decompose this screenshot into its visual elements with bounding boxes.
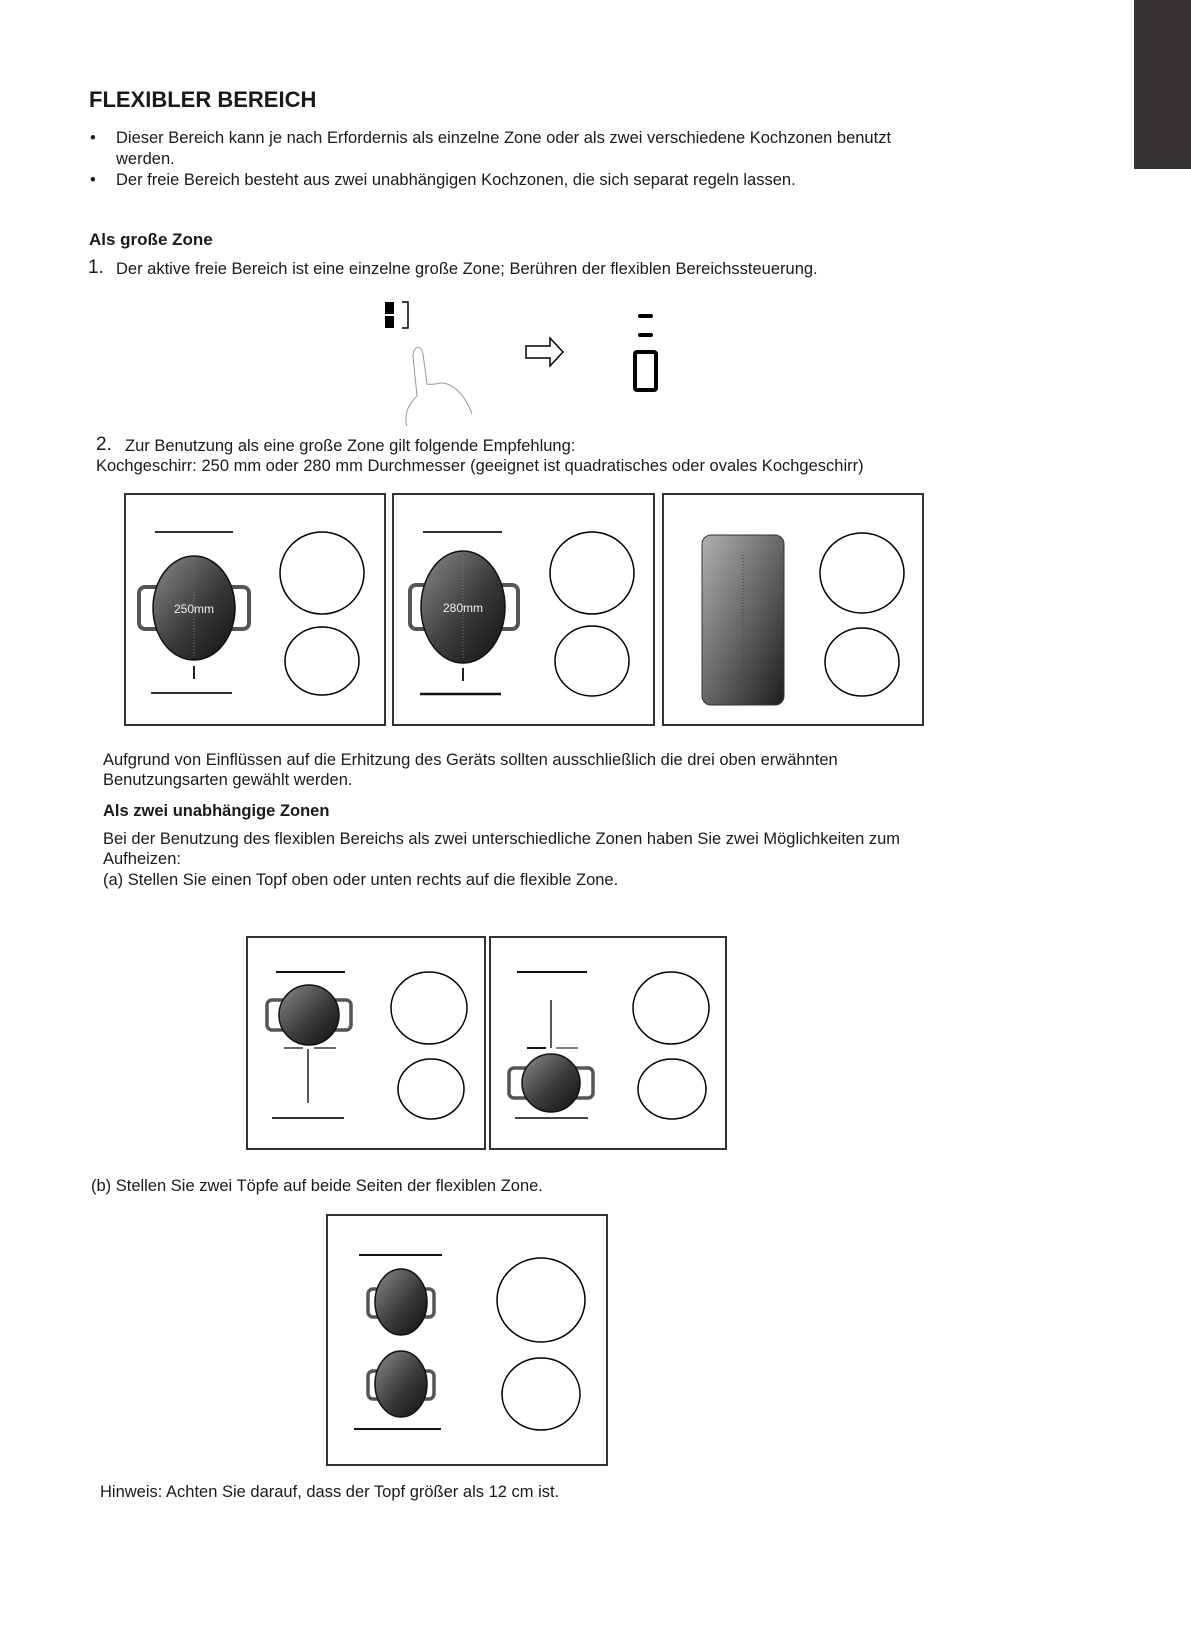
step-text: Der aktive freie Bereich ist eine einzelne große Zone; Berühren der flexiblen Bereichssteuerung.: [116, 260, 818, 278]
option-a-text: (a) Stellen Sie einen Topf oben oder unten rechts auf die flexible Zone.: [103, 871, 619, 889]
page-title: FLEXIBLER BEREICH: [89, 87, 317, 112]
bullet-text: Dieser Bereich kann je nach Erfordernis als einzelne Zone oder als zwei verschiedene Kochzonen benutzt: [116, 129, 892, 147]
step-number: 2.: [96, 434, 112, 455]
hob-diagram-280mm: [392, 493, 655, 726]
touch-control-illustration: [377, 296, 677, 426]
hob-diagram-oval-pan: [662, 493, 924, 726]
intro-text: Bei der Benutzung des flexiblen Bereichs als zwei unterschiedliche Zonen haben Sie zwei Möglichkeiten zum: [103, 830, 901, 848]
pot-icon: [375, 1269, 427, 1335]
pot-icon: [279, 985, 339, 1045]
section-heading-two-zones: Als zwei unabhängige Zonen: [103, 802, 330, 820]
bullet-text-cont: werden.: [116, 150, 175, 168]
hob-diagram-250mm: [124, 493, 386, 726]
hob-diagram-pot-top: [246, 936, 486, 1150]
step-number: 1.: [88, 257, 104, 278]
rectangular-pan-icon: [702, 535, 784, 705]
arrow-right-icon: [526, 338, 563, 366]
pot-size-label: 280mm: [442, 601, 484, 615]
intro-text-cont: Aufheizen:: [103, 850, 181, 868]
step-text: Zur Benutzung als eine große Zone gilt folgende Empfehlung:: [125, 437, 576, 455]
option-b-text: (b) Stellen Sie zwei Töpfe auf beide Seiten der flexiblen Zone.: [91, 1177, 543, 1195]
pot-icon: [522, 1054, 580, 1112]
bullet-text: Der freie Bereich besteht aus zwei unabhängigen Kochzonen, die sich separat regeln lassen.: [116, 171, 796, 189]
pot-icon: [375, 1351, 427, 1417]
hob-diagram-pot-bottom: [489, 936, 727, 1150]
bullet-dot: •: [90, 171, 96, 189]
pot-size-label: 250mm: [173, 602, 215, 616]
chapter-tab: [1134, 0, 1191, 169]
finger-icon: [406, 347, 472, 426]
note-text-cont: Benutzungsarten gewählt werden.: [103, 771, 353, 789]
hob-diagram-two-pots: [326, 1214, 608, 1466]
seven-segment-display-icon: [635, 316, 656, 390]
cookware-text: Kochgeschirr: 250 mm oder 280 mm Durchmesser (geeignet ist quadratisches oder ovales Kochgeschirr): [96, 457, 864, 475]
flex-zone-key-icon: [385, 302, 408, 328]
note-text: Aufgrund von Einflüssen auf die Erhitzung des Geräts sollten ausschließlich die drei oben erwähnten: [103, 751, 838, 769]
section-heading-large-zone: Als große Zone: [89, 230, 213, 249]
bullet-dot: •: [90, 129, 96, 147]
hint-text: Hinweis: Achten Sie darauf, dass der Topf größer als 12 cm ist.: [100, 1483, 560, 1501]
